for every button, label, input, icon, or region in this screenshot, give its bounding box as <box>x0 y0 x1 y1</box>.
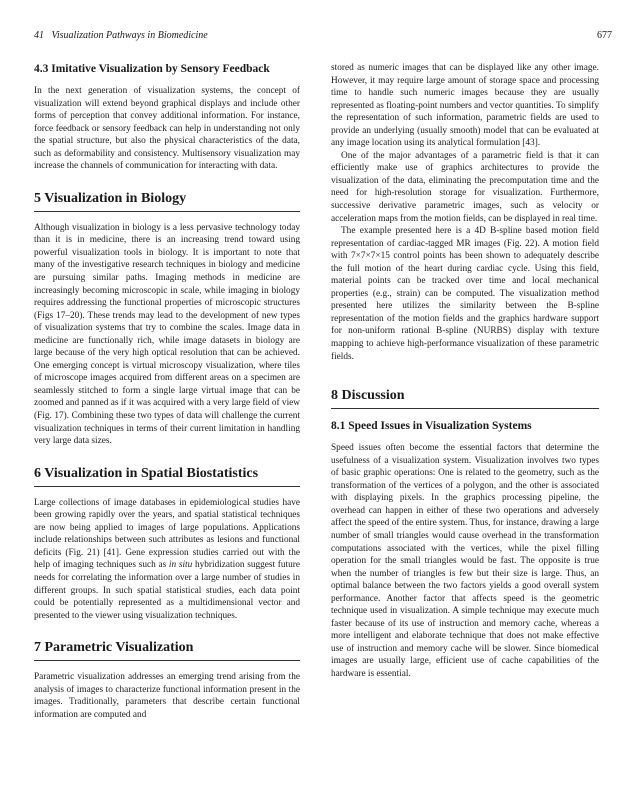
section-7-paragraph: Parametric visualization addresses an emerging trend arising from the analysis of images to characterize functional information present in the images. Traditionally, parameters that describe certain functional information are computed and <box>34 672 300 720</box>
section-rule <box>331 408 599 409</box>
section-rule <box>34 211 300 212</box>
section-8-heading: 8 Discussion <box>331 388 405 404</box>
section-5-heading: 5 Visualization in Biology <box>34 190 187 206</box>
section-6-heading: 6 Visualization in Spatial Biostatistics <box>34 465 259 481</box>
spacer <box>331 363 599 387</box>
section-4-3-paragraph: In the next generation of visualization systems, the concept of visualization will extend beyond graphical displays and include other forms of perception that convey additional information. For instance, force feedback or sensory feedback can help in understanding not only the spatial structure, but also the physical characteristics of the data, such as deformability and consistency. Multisensory visualization may increase the channels of communication for interacting with data. <box>34 86 300 172</box>
section-7-paragraph-cont: stored as numeric images that can be displayed like any other image. However, it may require large amount of storage space and processing time to handle such numeric images because they are usually represented as floating-point numbers and vector quantities. To simplify the representation of such information, parametric fields are used to provide an underlying (usually smooth) model that can be evaluated at any image location using its analytical formulation [43]. <box>331 63 599 149</box>
left-column <box>34 62 300 721</box>
section-7-paragraph-2: One of the major advantages of a parametric field is that it can efficiently make use of graphics architectures to provide the visualization of the data, eliminating the precomputation time and the need for high-resolution storage for visualization. Furthermore, successive derivative parametric images, such as velocity or acceleration maps from the motion fields, can be displayed in real time. <box>331 150 599 224</box>
section-8-1-paragraph: Speed issues often become the essential factors that determine the usefulness of a visualization system. Visualization involves two types of basic graphic operations: One is related to the geometry, such as the transformation of the vertices of a polygon, and the other is associated with displaying pixels. In the graphics processing pipeline, the overhead can happen in either of these two operations and adversely affect the speed of the entire system. Thus, for instance, drawing a large number of small triangles would cause overhead in the transformation computations associated with the vertices, while the pixel filling operation for the small triangles would be fast. The opposite is true when the number of triangles is few but their size is large. Thus, an optimal balance between the two factors yields a good overall system performance. Another factor that affects speed is the geometric technique used in visualization. A simple technique may execute much faster because of its use of instruction and memory cache, whereas a more intelligent and elaborate technique that does not make effective use of instruction and memory cache will be slower. Since biomedical images are usually large, efficient use of cache capabilities of the hardware is essential. <box>331 443 599 679</box>
section-5-paragraph: Although visualization in biology is a less pervasive technology today than it is in medicine, there is an increasing trend toward using powerful visualization tools in biology. It is important to note that many of the investigative research techniques in biology and medicine are pursuing similar paths. Imaging methods in medicine are increasingly becoming microscopic in scale, while imaging in biology requires addressing the functional properties of microscopic structures (Figs 17–20). These trends may lead to the development of new types of visualization systems that try to combine the scales. Image data in medicine are functionally rich, while image datasets in biology are large because of the very high optical resolution that can be achieved. One emerging concept is virtual microscopy visualization, where tiles of microscope images acquired from different areas on a specimen are seamlessly stitched to form a single large virtual image that can be zoomed and panned as if it was acquired with a very large field of view (Fig. 17). Combining these two types of data will challenge the current visualization techniques in terms of their current limitation in handling very large data sizes. <box>34 222 300 447</box>
section-6-paragraph: Large collections of image databases in epidemiological studies have been growing rapidly over the years, and spatial statistical techniques are now being applied to images of large populations. Applications include relationships between such attributes as lesions and functional deficits (Fig. 21) [41]. Gene expression studies carried out with the help of imaging techniques such as in situ hybridization suggest future needs for correlating the information over a large number of studies in different groups. In such spatial statistical studies, each data point could be potentially represented as a multidimensional vector and presented to the viewer using visualization techniques. <box>34 497 300 621</box>
spacer <box>34 448 300 465</box>
spacer <box>34 622 300 639</box>
section-rule <box>34 486 300 487</box>
right-column <box>331 62 599 681</box>
spacer <box>34 173 300 190</box>
section-7-heading: 7 Parametric Visualization <box>34 640 194 656</box>
running-title: 41 Visualization Pathways in Biomedicine <box>34 30 208 41</box>
section-8-1-heading: 8.1 Speed Issues in Visualization Systems <box>331 420 532 433</box>
section-4-3-heading: 4.3 Imitative Visualization by Sensory Feedback <box>34 63 270 75</box>
running-head <box>34 30 612 46</box>
page-number: 677 <box>597 30 612 41</box>
section-7-paragraph-3: The example presented here is a 4D B-spline based motion field representation of cardiac-tagged MR images (Fig. 22). A motion field with 7×7×7×15 control points has been shown to adequately describe the full motion of the heart during cardiac cycle. Using this field, material points can be tracked over time and local mechanical properties (e.g., strain) can be computed. The visualization method presented here utilizes the similarity between the B-spline representation of the motion fields and the graphics hardware support for non-uniform rational B-spline (NURBS) display with texture mapping to achieve high-performance visualization of these parametric fields. <box>331 226 599 362</box>
section-rule <box>34 660 300 661</box>
